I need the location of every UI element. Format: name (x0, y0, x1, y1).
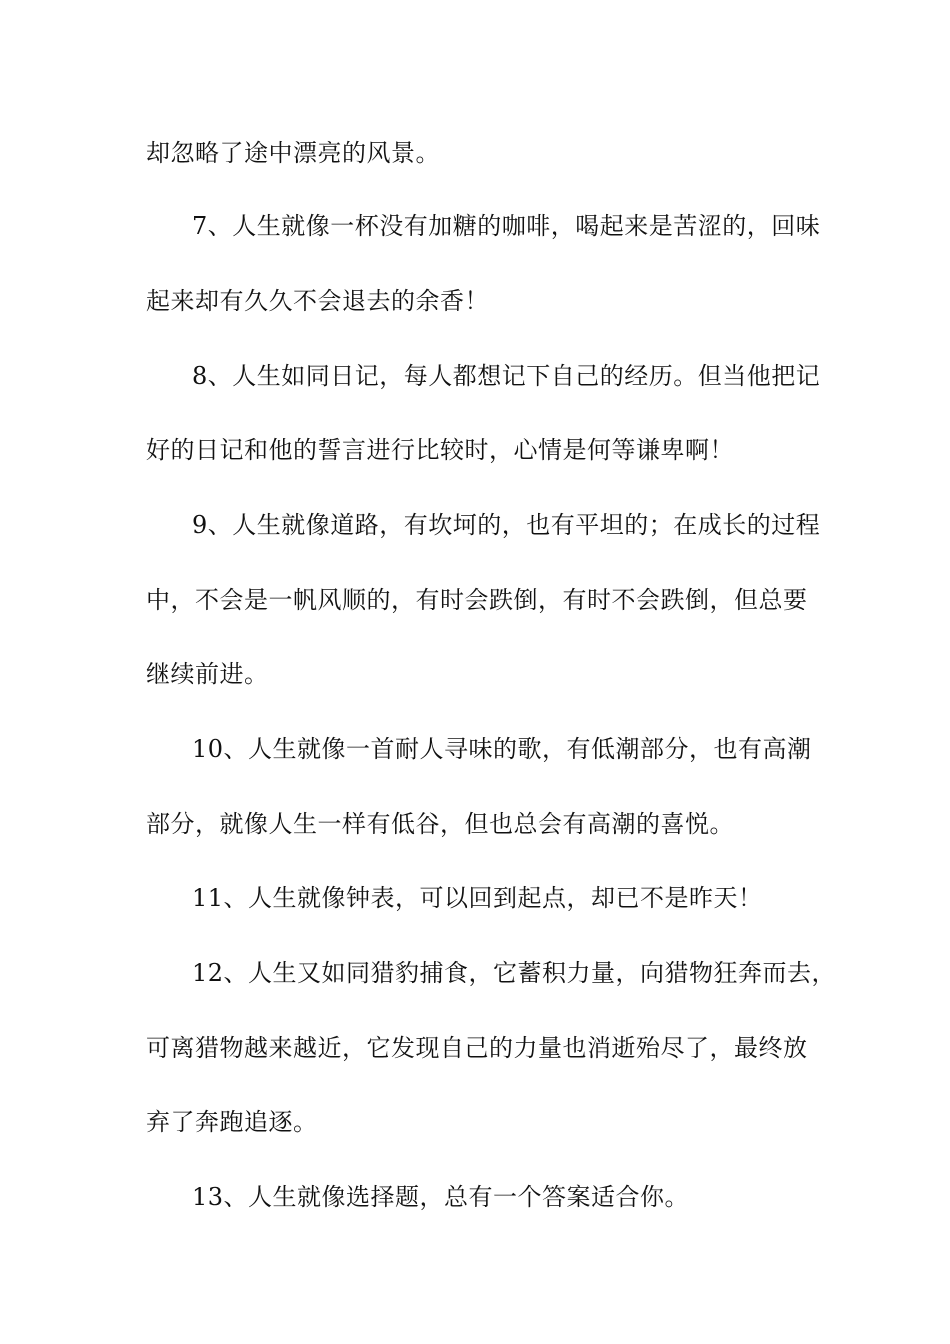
paragraph-9-line-1: 9、人生就像道路，有坎坷的，也有平坦的；在成长的过程 (192, 511, 821, 539)
paragraph-12-line-2: 可离猎物越来越近，它发现自己的力量也消逝殆尽了，最终放 (146, 1034, 808, 1062)
paragraph-7-line-1: 7、人生就像一杯没有加糖的咖啡，喝起来是苦涩的，回味 (192, 212, 821, 240)
paragraph-11-line-1: 11、人生就像钟表，可以回到起点，却已不是昨天！ (192, 884, 763, 912)
paragraph-12-line-1: 12、人生又如同猎豹捕食，它蓄积力量，向猎物狂奔而去， (192, 959, 837, 987)
paragraph-9-line-3: 继续前进。 (146, 660, 269, 688)
paragraph-10-line-2: 部分，就像人生一样有低谷，但也总会有高潮的喜悦。 (146, 810, 734, 838)
paragraph-7-line-2: 起来却有久久不会退去的余香！ (146, 287, 489, 315)
paragraph-8-line-2: 好的日记和他的誓言进行比较时，心情是何等谦卑啊！ (146, 436, 734, 464)
paragraph-10-line-1: 10、人生就像一首耐人寻味的歌，有低潮部分，也有高潮 (192, 735, 812, 763)
paragraph-8-line-1: 8、人生如同日记，每人都想记下自己的经历。但当他把记 (192, 362, 821, 390)
text-line-continuation: 却忽略了途中漂亮的风景。 (146, 139, 440, 167)
paragraph-9-line-2: 中，不会是一帆风顺的，有时会跌倒，有时不会跌倒，但总要 (146, 586, 808, 614)
paragraph-12-line-3: 弃了奔跑追逐。 (146, 1108, 318, 1136)
paragraph-13-line-1: 13、人生就像选择题，总有一个答案适合你。 (192, 1183, 690, 1211)
